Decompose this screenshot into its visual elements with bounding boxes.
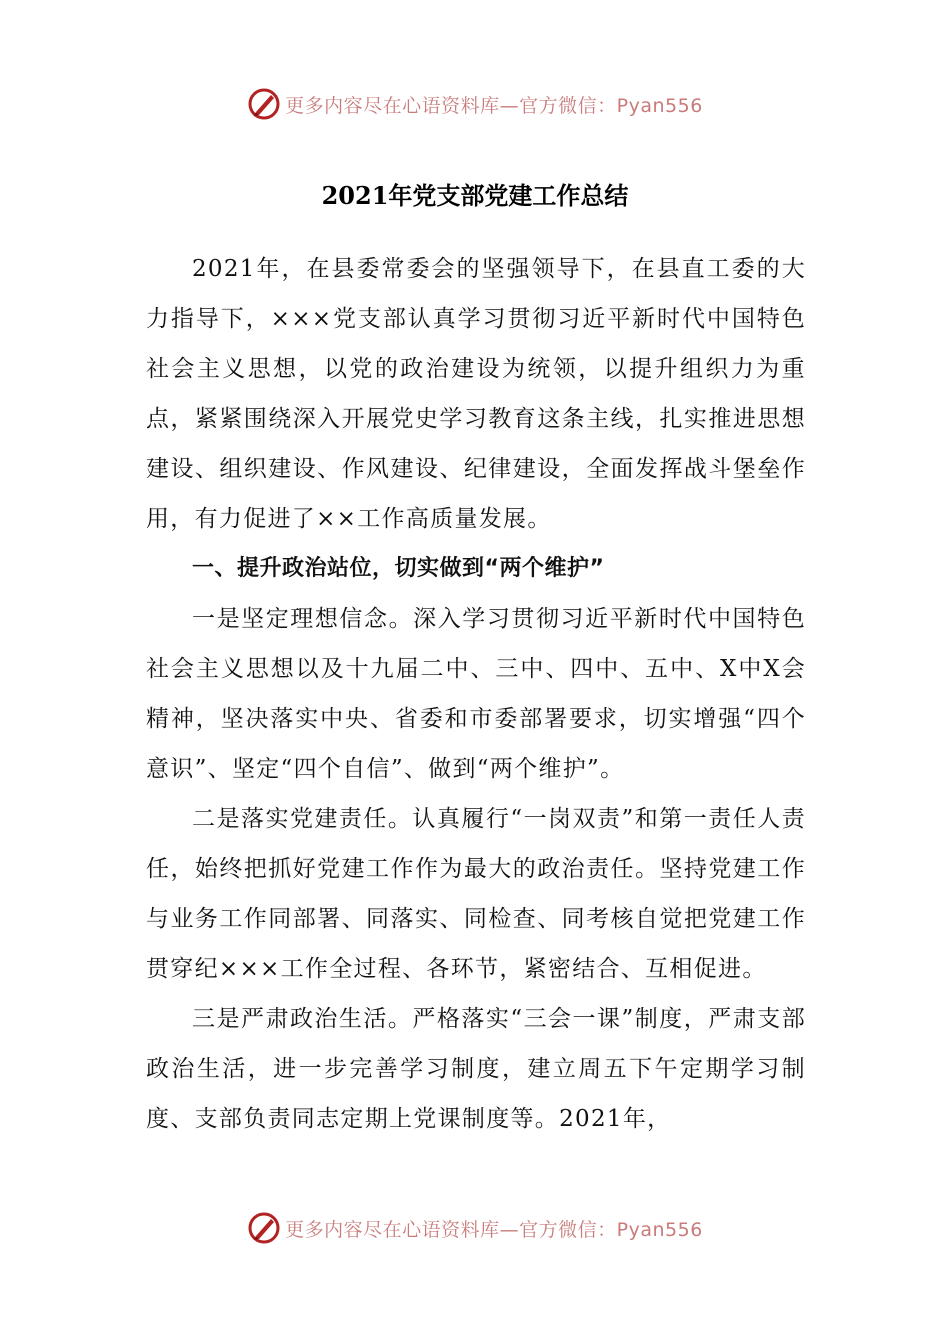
document-title: 2021年党支部党建工作总结 bbox=[321, 181, 629, 210]
pen-logo-icon bbox=[247, 87, 281, 121]
paragraph: 三是严肃政治生活。严格落实“三会一课”制度，严肃支部政治生活，进一步完善学习制度，建立周五下午定期学习制度、支部负责同志定期上党课制度等。2021年， bbox=[146, 1006, 806, 1132]
pen-logo-icon bbox=[247, 1211, 281, 1245]
paragraph-intro: 2021年，在县委常委会的坚强领导下，在县直工委的大力指导下，×××党支部认真学习贯彻习近平新时代中国特色社会主义思想，以党的政治建设为统领，以提升组织力为重点，紧紧围绕深入开展党史学习教育这条主线，扎实推进思想建设、组织建设、作风建设、纪律建设，全面发挥战斗堡垒作用，有力促进了××工作高质量发展。 bbox=[146, 256, 806, 532]
paragraph: 一是坚定理想信念。深入学习贯彻习近平新时代中国特色社会主义思想以及十九届二中、三中、四中、五中、X中X会精神，坚决落实中央、省委和市委部署要求，切实增强“四个意识”、坚定“四个自信”、做到“两个维护”。 bbox=[146, 606, 806, 782]
watermark-text: 更多内容尽在心语资料库—官方微信：Pyan556 bbox=[285, 94, 703, 117]
watermark-banner-top bbox=[0, 84, 950, 124]
watermark-text: 更多内容尽在心语资料库—官方微信：Pyan556 bbox=[285, 1218, 703, 1241]
document-body bbox=[146, 244, 806, 1144]
section-heading: 一、提升政治站位，切实做到“两个维护” bbox=[192, 556, 605, 581]
paragraph: 二是落实党建责任。认真履行“一岗双责”和第一责任人责任，始终把抓好党建工作作为最大的政治责任。坚持党建工作与业务工作同部署、同落实、同检查、同考核自觉把党建工作贯穿纪×××工作全过程、各环节，紧密结合、互相促进。 bbox=[146, 806, 806, 982]
watermark-banner-bottom bbox=[0, 1208, 950, 1248]
